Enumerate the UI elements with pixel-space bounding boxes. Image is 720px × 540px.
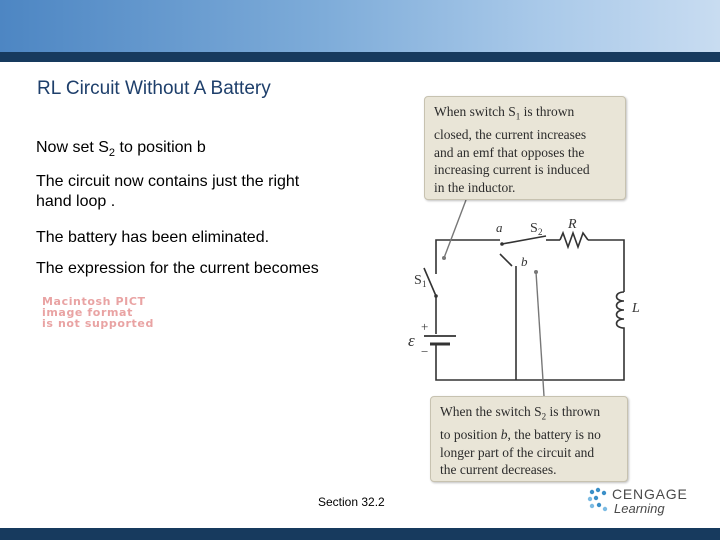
label-s2-sub: 2 — [538, 227, 543, 237]
terminal-s1 — [434, 294, 438, 298]
slide-title: RL Circuit Without A Battery — [37, 78, 271, 99]
section-footer: Section 32.2 — [318, 495, 385, 509]
label-s2: S — [530, 221, 538, 236]
logo-cengage: CENGAGE — [612, 486, 688, 502]
resistor — [560, 233, 588, 247]
logo-learning: Learning — [614, 501, 665, 516]
label-s1-sub: 1 — [422, 279, 427, 289]
callout-bottom-leader — [536, 272, 544, 396]
bullet-battery-eliminated: The battery has been eliminated. — [36, 229, 270, 246]
bullet-set-s2: Now set $S_2$ to position b — [36, 139, 206, 160]
label-minus: − — [421, 344, 429, 359]
callout-top-leader — [444, 200, 466, 258]
callout-switch-s1: When switch $S_1$ is thrown closed, the current increases and an emf that opposes the increasing current is induced in the inductor. — [424, 96, 626, 200]
wire-left-bottom — [436, 338, 624, 380]
callout-top-leader-dot — [442, 256, 446, 260]
inductor — [617, 292, 625, 338]
footer-rule — [0, 528, 720, 540]
bullet-right-loop: The circuit now contains just the right hand loop . — [36, 173, 300, 210]
label-plus: + — [421, 319, 429, 334]
label-r: R — [568, 217, 577, 232]
bullet-current-expression: The expression for the current becomes — [36, 260, 319, 277]
label-a: a — [496, 220, 503, 235]
label-l: L — [632, 301, 640, 316]
b-terminal-blade — [500, 254, 512, 266]
cengage-logo-icon — [586, 486, 610, 514]
wire-right-top — [588, 240, 624, 292]
label-emf: ε — [408, 331, 415, 350]
unsupported-image-placeholder: Macintosh PICT image format is not supported — [42, 295, 154, 330]
switch-s2-blade — [502, 236, 546, 244]
terminal-a — [500, 242, 504, 246]
label-b: b — [521, 254, 528, 269]
label-s1: S — [414, 273, 422, 288]
callout-bottom-leader-dot — [534, 270, 538, 274]
callout-switch-s2: When the switch $S_2$ is thrown to position b, the battery is no longer part of the circuit and the current decreases. — [430, 396, 628, 482]
